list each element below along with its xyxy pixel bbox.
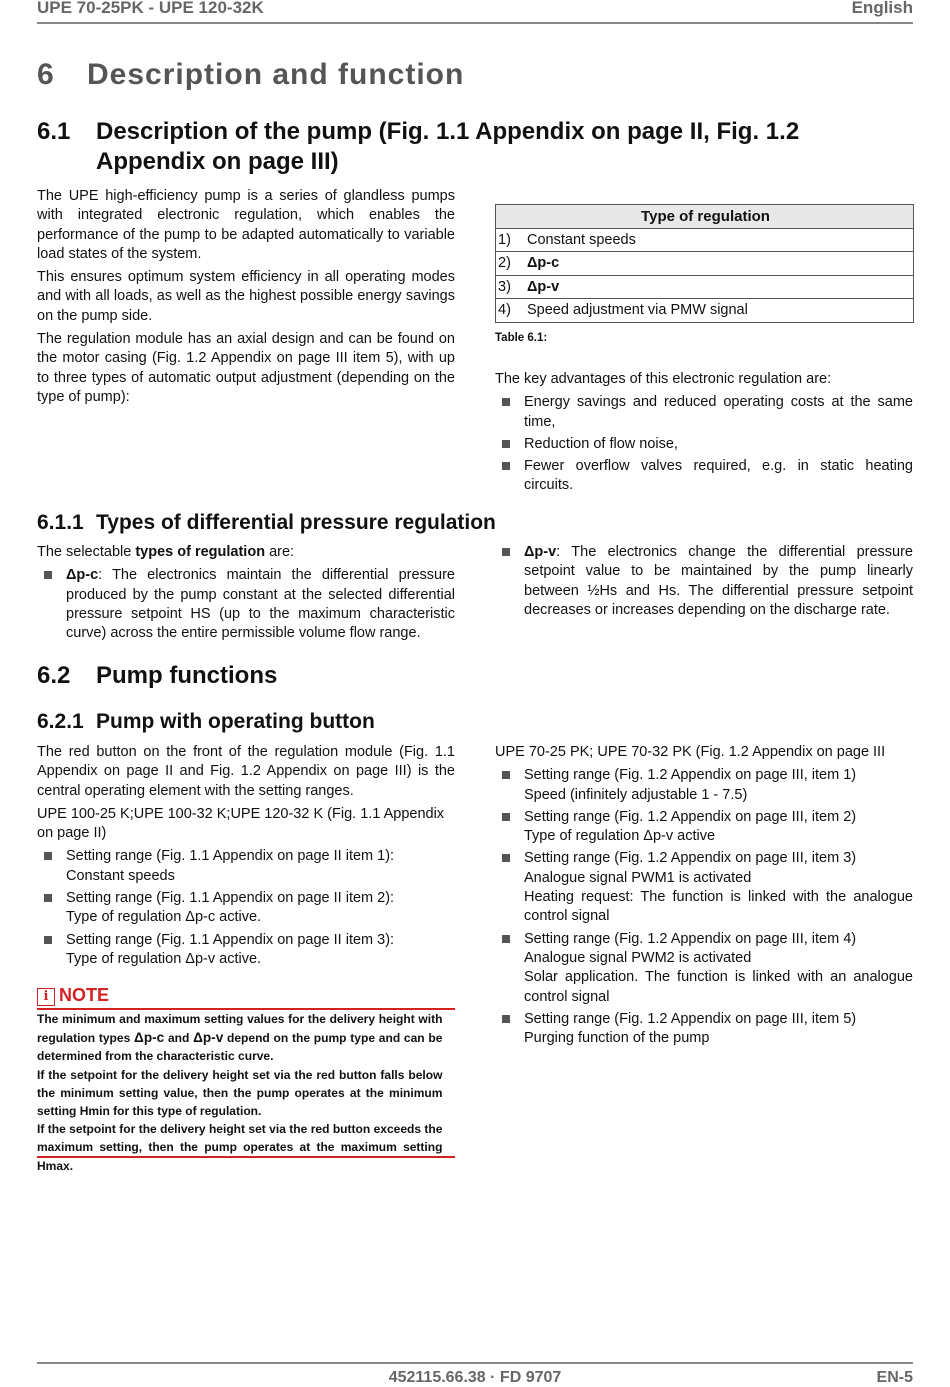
operating-button-left [37, 743, 455, 972]
section-6-2-1-title: Pump with operating button [96, 710, 375, 733]
list-item: Setting range (Fig. 1.1 Appendix on page II item 3): Type of regulation Δp-v active. [37, 931, 455, 970]
paragraph: UPE 70-25 PK; UPE 70-32 PK (Fig. 1.2 Appendix on page III [495, 744, 886, 760]
table-header: Type of regulation [496, 205, 914, 229]
note-label: NOTE [59, 985, 110, 1005]
footer-page-number: EN-5 [876, 1369, 913, 1386]
paragraph: The regulation module has an axial design and can be found on the motor casing (Fig. 1.2 Appendix on page III item 5), with up to three types of automatic output adjustment (depending on the type of pump): [37, 331, 455, 405]
section-6-1-1-heading [37, 511, 496, 535]
note-rule [37, 1156, 455, 1158]
note-header [37, 986, 455, 1010]
section-6-1-1-number: 6.1.1 [37, 511, 84, 534]
list-item: Reduction of flow noise, [495, 435, 913, 454]
note-paragraph: If the setpoint for the delivery height set via the red button falls below the minimum setting value, then the pump operates at the minimum setting Hmin for this type of regulation. [37, 1067, 443, 1119]
list-item: Setting range (Fig. 1.2 Appendix on page III, item 5) Purging function of the pump [495, 1010, 913, 1049]
info-icon: i [37, 988, 55, 1006]
header-language: English [851, 0, 913, 17]
section-6-1-title-line2: Appendix on page III) [96, 148, 339, 175]
section-6-title: Description and function [87, 58, 465, 91]
footer-rule [37, 1362, 913, 1364]
section-6-heading [37, 58, 464, 92]
list-item: Δp-c: The electronics maintain the differential pressure produced by the pump constant at the selected differential pressure setpoint HS (up to the maximum characteristic curve) across the entire permissible volume flow range. [37, 566, 455, 643]
list-item: Setting range (Fig. 1.2 Appendix on page III, item 2) Type of regulation Δp-v active [495, 808, 913, 847]
section-6-1-number: 6.1 [37, 118, 71, 145]
list-item: Setting range (Fig. 1.2 Appendix on page III, item 4) Analogue signal PWM2 is activated Solar application. The function is linked with an analogue control signal [495, 930, 913, 1007]
header-rule [37, 22, 913, 24]
section-6-2-heading [37, 661, 277, 691]
regulation-types-right [495, 543, 913, 623]
operating-button-right [495, 743, 913, 1051]
paragraph: This ensures optimum system efficiency in all operating modes and with all loads, as well as the highest possible energy savings on the pump side. [37, 269, 455, 324]
list-item: Fewer overflow valves required, e.g. in static heating circuits. [495, 457, 913, 496]
paragraph: The UPE high-efficiency pump is a series of glandless pumps with integrated electronic regulation, which enables the performance of the pump to be adapted automatically to variable load states of the system. [37, 188, 455, 262]
table-caption: Table 6.1: [495, 332, 548, 344]
regulation-types-left: The selectable types of regulation are: Δp-c: The electronics maintain the differential pressure produced by the pump constant at the selected differential pressure setpoint HS (up to the maximum characteristic curve) across the entire permissible volume flow range. [37, 543, 455, 646]
advantages-block [495, 370, 913, 499]
table-row: 3) Δp-v [496, 275, 914, 299]
table-row: 2) Δp-c [496, 252, 914, 276]
list-item: Setting range (Fig. 1.2 Appendix on page III, item 3) Analogue signal PWM1 is activated Heating request: The function is linked with the analogue control signal [495, 849, 913, 926]
list-item: Setting range (Fig. 1.1 Appendix on page II item 1): Constant speeds [37, 847, 455, 886]
section-6-2-1-number: 6.2.1 [37, 710, 84, 733]
paragraph: UPE 100-25 K;UPE 100-32 K;UPE 120-32 K (Fig. 1.1 Appendix on page II) [37, 805, 445, 842]
regulation-table [495, 204, 914, 323]
header-product: UPE 70-25PK - UPE 120-32K [37, 0, 264, 17]
footer-doc-number: 452115.66.38 · FD 9707 [388, 1369, 562, 1386]
list-item: Setting range (Fig. 1.1 Appendix on page II item 2): Type of regulation Δp-c active. [37, 889, 455, 928]
table-row: 1) Constant speeds [496, 228, 914, 252]
section-6-1-1-title: Types of differential pressure regulation [96, 511, 496, 534]
list-item: Energy savings and reduced operating costs at the same time, [495, 393, 913, 432]
section-6-2-number: 6.2 [37, 662, 71, 689]
paragraph: The red button on the front of the regulation module (Fig. 1.1 Appendix on page II and Fig. 1.2 Appendix on page III) is the central operating element with the setting ranges. [37, 744, 455, 799]
section-6-number: 6 [37, 58, 55, 91]
section-6-1-text [37, 187, 455, 411]
list-item: Δp-v: The electronics change the differential pressure setpoint value to be maintained by the pump linearly between ½Hs and Hs. The differential pressure setpoint decreases or increases depending on the discharge rate. [495, 543, 913, 620]
section-6-2-1-heading [37, 710, 375, 734]
table-row: 4) Speed adjustment via PMW signal [496, 299, 914, 323]
advantages-intro: The key advantages of this electronic regulation are: [495, 371, 832, 387]
note-body: The minimum and maximum setting values for the delivery height with regulation types Δp-c and Δp-v depend on the pump type and can be determined from the characteristic curve. If the setpoint for the delivery height set via the red button falls below the minimum setting value, then the pump operates at the minimum setting Hmin for this type of regulation. If the setpoint for the delivery height set via the red button exceeds the maximum setting, then the pump operates at the maximum setting Hmax. [37, 1010, 442, 1175]
list-item: Setting range (Fig. 1.2 Appendix on page III, item 1) Speed (infinitely adjustable 1 - 7.5) [495, 766, 913, 805]
note-paragraph: If the setpoint for the delivery height set via the red button exceeds the maximum setting, then the pump operates at the maximum setting Hmax. [37, 1122, 443, 1173]
section-6-2-title: Pump functions [96, 662, 278, 689]
section-6-1-title-line1: Description of the pump (Fig. 1.1 Appendix on page II, Fig. 1.2 [96, 118, 800, 145]
section-6-1-heading [37, 117, 799, 177]
